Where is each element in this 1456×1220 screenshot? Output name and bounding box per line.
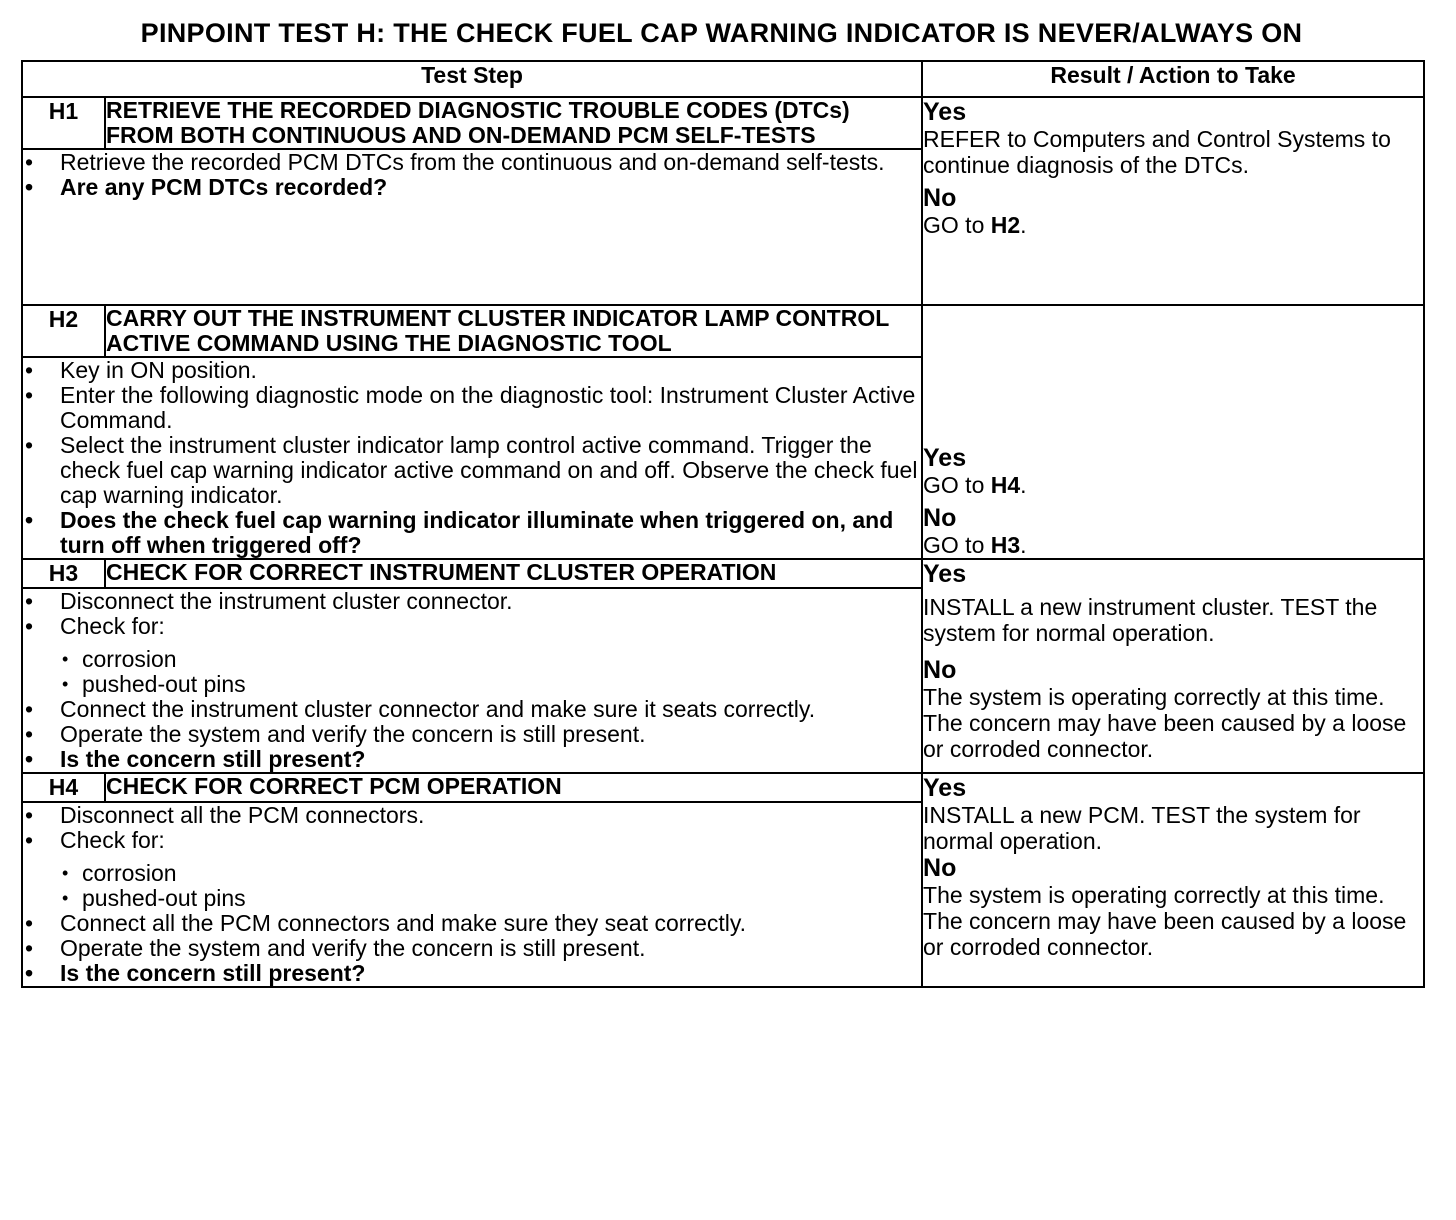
step-result xyxy=(922,559,1424,773)
no-action: GO to H3. xyxy=(923,532,1027,558)
step-h2-heading-row xyxy=(22,305,1424,357)
step-h3-heading-row xyxy=(22,559,1424,588)
step-result xyxy=(922,773,1424,987)
step-question: • Is the concern still present? xyxy=(23,961,921,986)
no-label: No xyxy=(923,854,957,882)
list-item: • Operate the system and verify the concern is still present. xyxy=(23,936,921,961)
step-id: H3 xyxy=(22,559,105,588)
yes-action: INSTALL a new instrument cluster. TEST the system for normal operation. xyxy=(923,594,1378,646)
step-h4-heading-row xyxy=(22,773,1424,802)
step-reference: H4 xyxy=(990,472,1021,498)
list-item: • Key in ON position. xyxy=(23,358,921,383)
step-question: • Does the check fuel cap warning indicator illuminate when triggered on, and turn off when triggered off? xyxy=(23,508,921,558)
list-item: • Select the instrument cluster indicator lamp control active command. Trigger the check fuel cap warning indicator active command on and off. Observe the check fuel cap warning indicator. xyxy=(23,433,921,508)
column-header-result: Result / Action to Take xyxy=(922,61,1424,97)
yes-label: Yes xyxy=(923,774,967,802)
list-item: • pushed-out pins xyxy=(60,672,921,697)
no-label: No xyxy=(923,184,957,212)
list-item: • corrosion xyxy=(60,647,921,672)
list-item: • Operate the system and verify the concern is still present. xyxy=(23,722,921,747)
step-body xyxy=(22,588,922,773)
step-reference: H3 xyxy=(990,532,1021,558)
step-id: H4 xyxy=(22,773,105,802)
step-bullets xyxy=(23,803,921,986)
step-id: H2 xyxy=(22,305,105,357)
yes-label: Yes xyxy=(923,98,967,126)
step-bullets xyxy=(23,358,921,558)
step-question: • Is the concern still present? xyxy=(23,747,921,772)
step-heading: CHECK FOR CORRECT INSTRUMENT CLUSTER OPERATION xyxy=(105,559,922,588)
step-result xyxy=(922,97,1424,305)
list-item: • Retrieve the recorded PCM DTCs from the continuous and on-demand self-tests. xyxy=(23,150,921,175)
list-item: • Connect all the PCM connectors and make sure they seat correctly. xyxy=(23,911,921,936)
step-body xyxy=(22,802,922,987)
no-action: The system is operating correctly at this time. The concern may have been caused by a loose or corroded connector. xyxy=(923,882,1407,960)
step-heading: RETRIEVE THE RECORDED DIAGNOSTIC TROUBLE CODES (DTCs) FROM BOTH CONTINUOUS AND ON-DEMAND PCM SELF-TESTS xyxy=(105,97,922,149)
list-item: • Disconnect all the PCM connectors. xyxy=(23,803,921,828)
step-body xyxy=(22,357,922,559)
yes-action: GO to H4. xyxy=(923,472,1027,498)
step-heading: CHECK FOR CORRECT PCM OPERATION xyxy=(105,773,922,802)
list-item: • Check for: • corrosion • pushed-out pins xyxy=(23,614,921,697)
no-action: The system is operating correctly at this time. The concern may have been caused by a loose or corroded connector. xyxy=(923,684,1407,762)
step-h1-heading-row xyxy=(22,97,1424,149)
list-item: • corrosion xyxy=(60,861,921,886)
sub-bullets xyxy=(60,861,921,911)
step-reference: H2 xyxy=(990,212,1021,238)
step-heading: CARRY OUT THE INSTRUMENT CLUSTER INDICATOR LAMP CONTROL ACTIVE COMMAND USING THE DIAGNOSTIC TOOL xyxy=(105,305,922,357)
table-header-row xyxy=(22,61,1424,97)
yes-label: Yes xyxy=(923,444,967,472)
no-label: No xyxy=(923,504,957,532)
step-body xyxy=(22,149,922,305)
list-item: • Connect the instrument cluster connector and make sure it seats correctly. xyxy=(23,697,921,722)
step-result xyxy=(922,305,1424,559)
column-header-test-step: Test Step xyxy=(22,61,922,97)
page-title: PINPOINT TEST H: THE CHECK FUEL CAP WARNING INDICATOR IS NEVER/ALWAYS ON xyxy=(140,18,1303,48)
step-question: • Are any PCM DTCs recorded? xyxy=(23,175,921,200)
no-label: No xyxy=(923,656,957,684)
yes-action: REFER to Computers and Control Systems to continue diagnosis of the DTCs. xyxy=(923,126,1391,178)
sub-bullets xyxy=(60,647,921,697)
yes-action: INSTALL a new PCM. TEST the system for normal operation. xyxy=(923,802,1361,854)
list-item: • pushed-out pins xyxy=(60,886,921,911)
pinpoint-test-table xyxy=(21,60,1425,988)
step-id: H1 xyxy=(22,97,105,149)
no-action: GO to H2. xyxy=(923,212,1027,238)
step-bullets xyxy=(23,589,921,772)
list-item: • Check for: • corrosion • pushed-out pins xyxy=(23,828,921,911)
list-item: • Disconnect the instrument cluster connector. xyxy=(23,589,921,614)
yes-label: Yes xyxy=(923,560,967,588)
step-bullets xyxy=(23,150,921,200)
list-item: • Enter the following diagnostic mode on the diagnostic tool: Instrument Cluster Active Command. xyxy=(23,383,921,433)
